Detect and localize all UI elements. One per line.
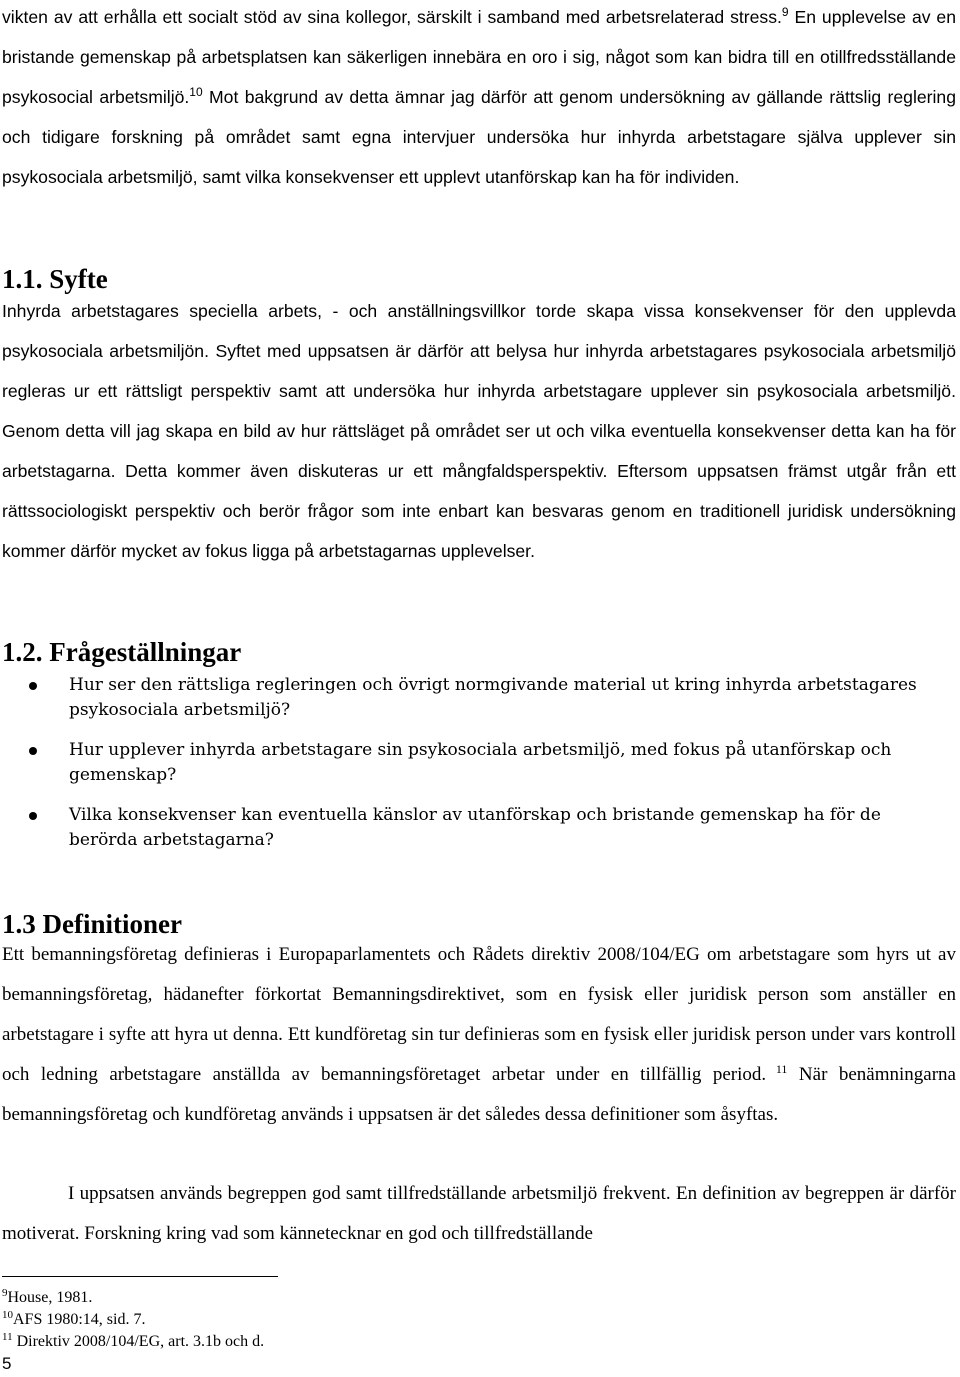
footnote-number: 10 (2, 1309, 13, 1321)
definitions-paragraph-2: I uppsatsen används begreppen god samt tillfredställande arbetsmiljö frekvent. En definition av begreppen är därför motiverat. Forskning kring vad som kännetecknar en god och tillfredställande (2, 1183, 956, 1244)
question-text: Vilka konsekvenser kan eventuella känslor av utanförskap och bristande gemenskap ha för de berörda arbetstagarna? (69, 805, 881, 850)
heading-syfte: 1.1. Syfte (2, 264, 108, 294)
syfte-paragraph: Inhyrda arbetstagares speciella arbets, - och anställningsvillkor torde skapa vissa konsekvenser för den upplevda psykosociala arbetsmiljön. Syftet med uppsatsen är därför att belysa hur inhyrda arbetstagares psykosociala arbetsmiljö regleras ur ett rättsligt perspektiv samt att undersöka hur inhyrda arbetstagare upplever sin psykosociala arbetsmiljö. Genom detta vill jag skapa en bild av hur rättsläget på området ser ut och vilka eventuella konsekvenser detta kan ha för arbetstagarna. Detta kommer även diskuteras ur ett mångfaldsperspektiv. Eftersom uppsatsen främst utgår från ett rättssociologiskt perspektiv och berör frågor som inte enbart kan besvaras genom en traditionell juridisk undersökning kommer därför mycket av fokus ligga på arbetstagarnas upplevelser. (2, 301, 956, 561)
question-text: Hur upplever inhyrda arbetstagare sin psykosociala arbetsmiljö, med fokus på utanförskap och gemenskap? (69, 740, 892, 785)
intro-paragraph (2, 0, 956, 197)
definitions-text-1: Ett bemanningsföretag definieras i Europaparlamentets och Rådets direktiv 2008/104/EG om arbetstagare som hyrs ut av bemanningsföretag, hädanefter förkortat Bemanningsdirektivet, som en fysisk eller juridisk person som anställer en arbetstagare i syfte att hyra ut denna. Ett kundföretag sin tur definieras som en fysisk eller juridisk person under vars kontroll och ledning arbetstagare anställda av bemanningsföretaget arbetar under en tillfällig period. (2, 944, 956, 1085)
footnote-number: 9 (2, 1287, 8, 1299)
question-text: Hur ser den rättsliga regleringen och övrigt normgivande material ut kring inhyrda arbetstagares psykosociala arbetsmiljö? (69, 675, 917, 720)
footnote-separator (2, 1276, 278, 1277)
footnote-ref-11[interactable]: 11 (766, 1062, 788, 1076)
footnote-item (2, 1287, 264, 1309)
question-item (0, 738, 940, 788)
heading-fragestallningar: 1.2. Frågeställningar (2, 637, 242, 667)
definitions-text-2: När benämningarna bemanningsföretag och kundföretag används i uppsatsen är det således dessa definitioner som åsyftas. (2, 1064, 956, 1125)
footnotes (2, 1287, 264, 1353)
footnote-ref-10[interactable]: 10 (189, 85, 203, 99)
bullet-icon (29, 682, 37, 690)
footnote-text: AFS 1980:14, sid. 7. (13, 1311, 146, 1328)
footnote-item (2, 1331, 264, 1353)
question-list (0, 673, 940, 868)
heading-definitioner: 1.3 Definitioner (2, 909, 182, 939)
question-item (0, 803, 940, 853)
intro-text-3: Mot bakgrund av detta ämnar jag därför att genom undersökning av gällande rättslig reglering och tidigare forskning på området samt egna intervjuer undersöka hur inhyrda arbetstagare själva upplever sin psykosociala arbetsmiljö, samt vilka konsekvenser ett upplevt utanförskap kan ha för individen. (2, 87, 956, 187)
footnote-item (2, 1309, 264, 1331)
bullet-icon (29, 812, 37, 820)
bullet-icon (29, 747, 37, 755)
question-item (0, 673, 940, 723)
definitions-paragraph (2, 935, 956, 1135)
intro-text-1: vikten av att erhålla ett socialt stöd av sina kollegor, särskilt i samband med arbetsrelaterad stress. (2, 7, 782, 27)
footnote-text: House, 1981. (7, 1289, 93, 1306)
page-number: 5 (2, 1354, 12, 1373)
footnote-number: 11 (2, 1331, 13, 1343)
intro-text-2: En upplevelse av en bristande gemenskap på arbetsplatsen kan säkerligen innebära en oro i sig, något som kan bidra till en otillfredsställande psykosocial arbetsmiljö. (2, 7, 957, 107)
footnote-ref-9[interactable]: 9 (781, 5, 789, 19)
footnote-text: Direktiv 2008/104/EG, art. 3.1b och d. (12, 1333, 265, 1350)
